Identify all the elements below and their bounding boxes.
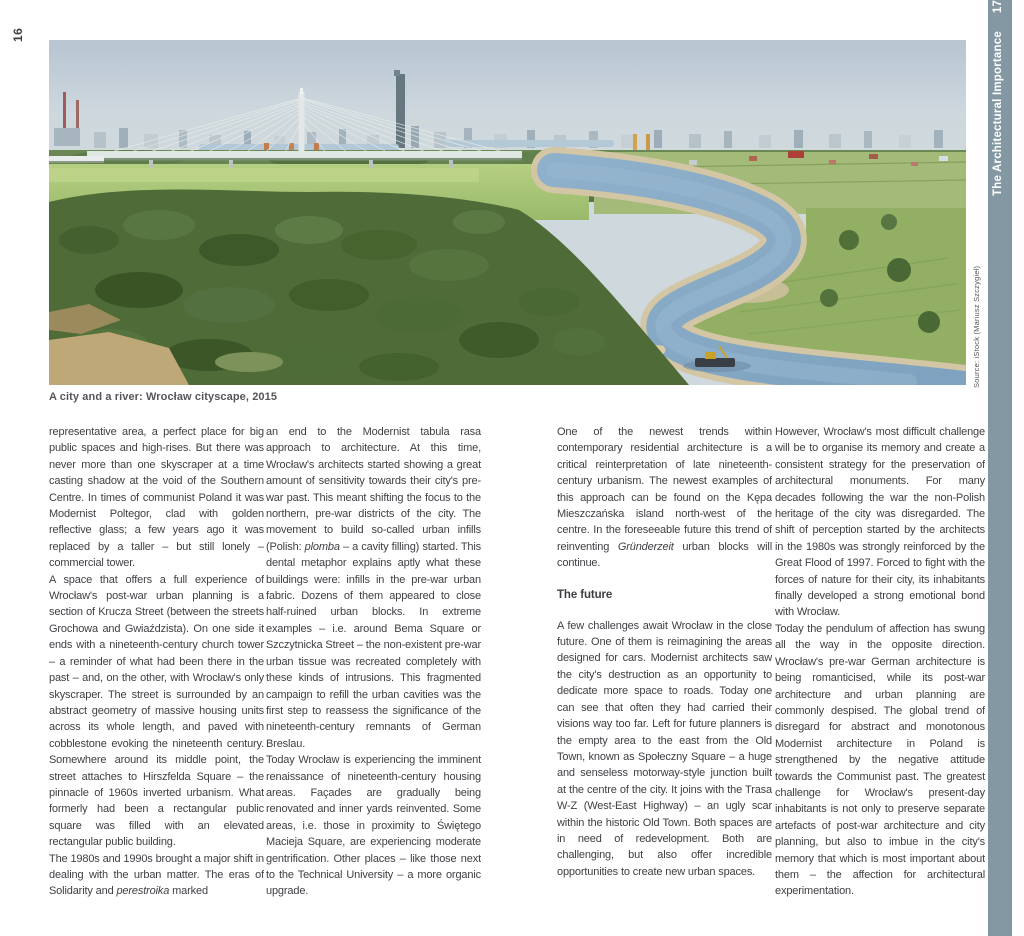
paragraph: an end to the Modernist tabula rasa approach to architecture. At this time, Wrocław's architects started showing a great amount of sensitivity towards their city's pre-war past. This meant shifting the focus to the northern, pre-war districts of the city. The movement to build so-called urban infills (Polish: plomba – a cavity filling) started. This dental metaphor explains aptly what these buildings were: infills in the pre-war urban fabric. Dozens of them appeared to close half-ruined urban blocks. In extreme examples – i.e. around Bema Square or Szczytnicka Street – the non-existent pre-war urban tissue was recreated completely with these kinds of intrusions. This fragmented campaign to refill the urban cavities was the first step to reassess the significance of the nineteenth-century remnants of German Breslau. (266, 426, 481, 750)
paragraph: A space that offers a full experience of Wrocław's post-war urban planning is a section of Krucza Street (between the streets Grochowa and Gwiaździsta). On one side it ends with a nineteenth-century church tower – a reminder of what had been there in the past – and, on the other, with Wrocław's only skyscraper. The street is surrounded by an abstract geometry of massive housing units across its whole length, and paved with cobblestone evoking the nineteenth century. Somewhere around its middle point, the street attaches to Hirszfelda Square – the pinnacle of 1960s inverted urbanism. What formerly had been a rectangular public square was filled with an elevated rectangular public building. (49, 573, 264, 849)
chapter-title (992, 0, 1004, 196)
cityscape-photo-illustration (49, 40, 966, 385)
chapter-sidebar (988, 0, 1012, 936)
photo-caption: A city and a river: Wrocław cityscape, 2015 (49, 391, 278, 403)
forest (49, 190, 689, 386)
text-column-4 (775, 424, 985, 912)
paragraph: One of the newest trends within contemporary residential architecture is a critical reinterpretation of late nineteenth-century urbanism. The newest examples of this approach can be found on the Kępa Mieszczańska island north-west of the centre. In the foreseeable future this trend of reinventing Gründerzeit urban blocks will continue. (557, 426, 772, 570)
text-column-1 (49, 424, 264, 912)
page-number-right: 17 (992, 0, 1004, 14)
chapter-title-label: The Architectural Importance (992, 31, 1004, 196)
text-column-3 (557, 424, 772, 912)
paragraph: A few challenges await Wrocław in the close future. One of them is reimagining the areas designed for cars. Modernist architects saw the city's destruction as an opportunity to dedicate more space to roads. Today one can see that often they had carried their visions way too far. Left for future planners is the empty area to the east from the Old Town, known as Społeczny Square – a huge and senseless motorway-style junction built at the centre of the city. It joins with the Trasa W-Z (West-East Highway) – an ugly scar within the historic Old Town. Both spaces are in need of redevelopment. Both are challenging, but also offer incredible opportunities to create new urban spaces. (557, 619, 772, 878)
paragraph: Today Wrocław is experiencing the imminent renaissance of nineteenth-century housing areas. Façades are gradually being renovated and inner yards reinvented. Some areas, i.e. those in proximity to Świętego Macieja Square, are experiencing moderate gentrification. Other places – like those next to the Technical University – a more organic upgrade. (266, 754, 481, 898)
paragraph: representative area, a perfect place for big public spaces and high-rises. But there was never more than one skyscraper at a time casting shadow at the void of the Southern Centre. In times of communist Poland it was Modernist Poltegor, clad with golden reflective glass; a few years ago it was replaced by a taller – but still lonely – commercial tower. (49, 426, 264, 570)
text-column-2 (266, 424, 481, 912)
paragraph: The 1980s and 1990s brought a major shift in dealing with the urban matter. The eras of Solidarity and perestroika marked (49, 852, 264, 898)
page-number-left: 16 (11, 27, 25, 42)
cityscape-photo (49, 40, 966, 385)
paragraph: However, Wrocław's most difficult challenge will be to organise its memory and create a consistent strategy for the preservation of architectural monuments. For many decades following the war the non-Polish heritage of the city was disregarded. The shift of perception started by the architects in the 1980s was strongly reinforced by the Great Flood of 1997. Forced to fight with the forces of nature for their city, its inhabitants finally developed a strong emotional bond with Wrocław. (775, 426, 985, 619)
paragraph: Today the pendulum of affection has swung all the way in the opposite direction. Wrocław's pre-war German architecture is being romanticised, while its post-war architecture and urban planning are commonly despised. The global trend of disregard for abstract and monotonous Modernist architecture in Poland is strengthened by the negative attitude towards the Communist past. The greatest challenge for Wrocław's present-day inhabitants is not only to preserve separate artefacts of post-war architecture and city planning, but also to imbue in the city's memory that which is most important about them – the affection for architectural experimentation. (775, 622, 985, 898)
section-heading-the-future: The future (557, 588, 613, 601)
photo-credit: Source: iStock (Mariusz Szczygieł) (972, 265, 981, 388)
